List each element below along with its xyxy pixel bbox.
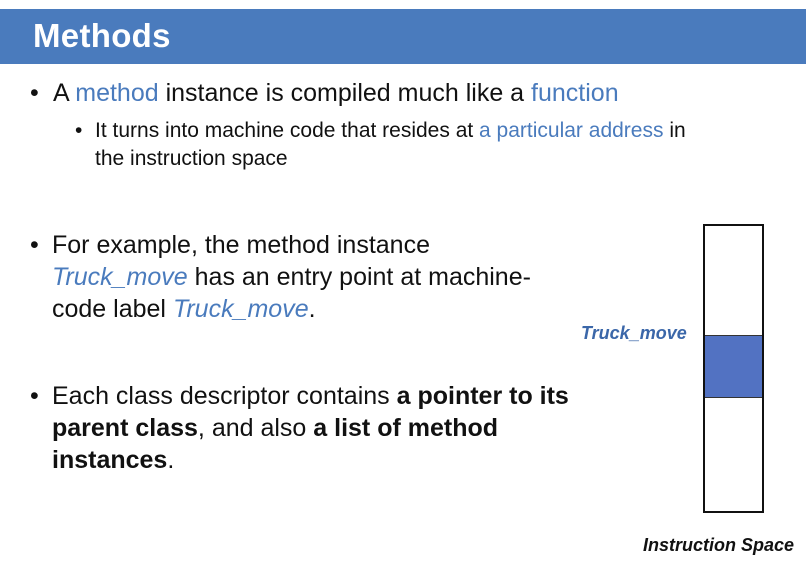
bullet-dot: •	[75, 119, 83, 142]
keyword-method: method	[75, 79, 159, 107]
text-run: It turns into machine code that resides at	[95, 119, 480, 142]
title-bar	[0, 9, 806, 64]
bullet-text	[52, 229, 572, 325]
bullet-text	[52, 380, 572, 476]
keyword-address: a particular address	[479, 119, 664, 142]
bold-method-list: a list of method instances	[52, 414, 499, 474]
keyword-truck-move: Truck_move	[52, 263, 188, 291]
bullet-dot: •	[30, 382, 39, 410]
keyword-function: function	[531, 79, 619, 107]
bold-parent-pointer: a pointer to its parent class	[52, 382, 569, 442]
bullet-text	[53, 78, 619, 108]
bullet-dot: •	[30, 231, 39, 259]
truck-move-code-block	[705, 335, 762, 398]
slide-title: Methods	[33, 17, 171, 54]
entry-point-label: Truck_move	[581, 323, 687, 343]
text-run: in the instruction space	[95, 119, 686, 170]
text-run: .	[308, 295, 316, 323]
text-run: , and also	[197, 414, 314, 442]
bullet-dot: •	[30, 79, 39, 107]
text-run: has an entry point at machine-code label	[52, 263, 531, 323]
bullet-text	[95, 117, 715, 173]
instruction-space-box	[703, 224, 764, 513]
text-run: instance is compiled much like a	[158, 79, 532, 107]
text-run: For example, the method instance	[52, 231, 430, 259]
text-run: .	[167, 446, 175, 474]
text-run: Each class descriptor contains	[52, 382, 397, 410]
text-run: A	[53, 79, 76, 107]
keyword-truck-move-label: Truck_move	[172, 295, 309, 323]
instruction-space-caption: Instruction Space	[643, 535, 795, 555]
